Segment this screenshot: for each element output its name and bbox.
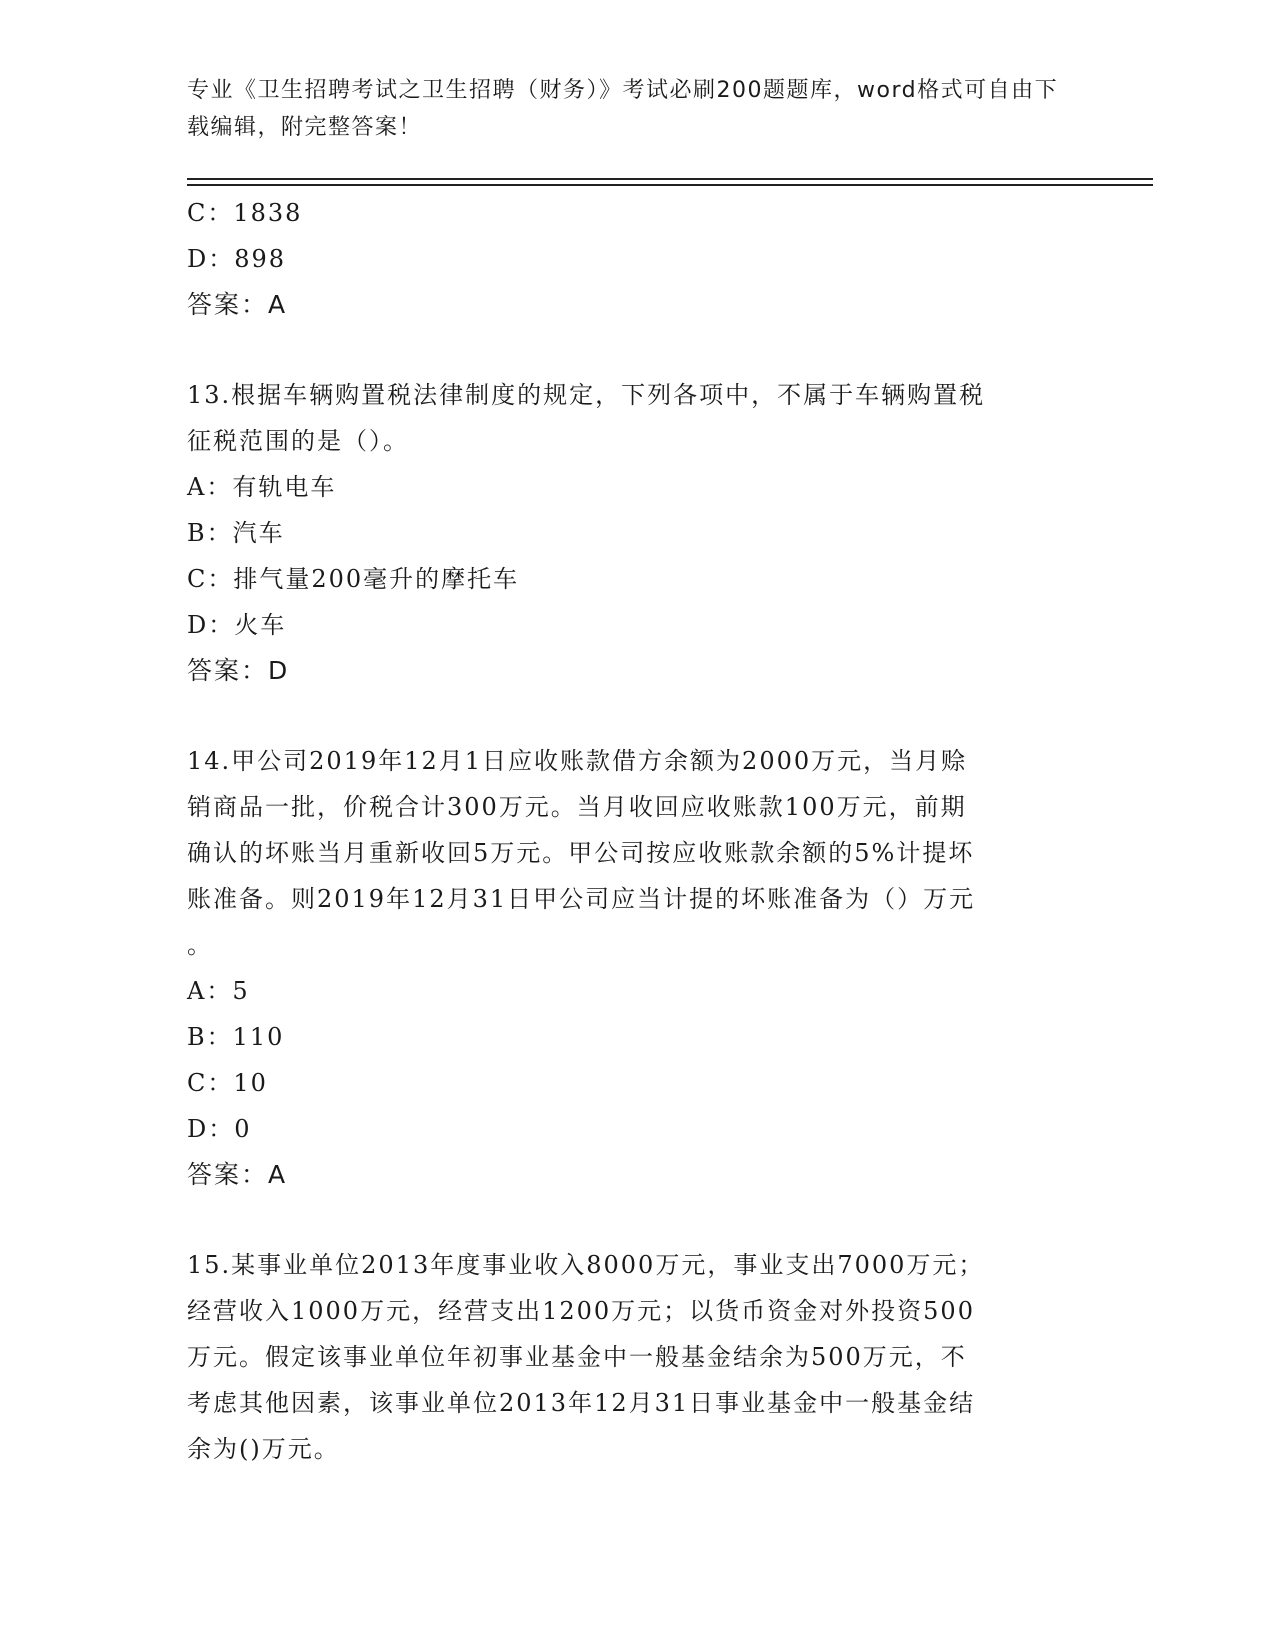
option-b: B：汽车 (187, 519, 285, 547)
question-stem-line: 销商品一批，价税合计300万元。当月收回应收账款100万元，前期 (187, 793, 967, 821)
question-stem-line: 万元。假定该事业单位年初事业基金中一般基金结余为500万元，不 (187, 1343, 967, 1371)
spacer (187, 328, 1087, 372)
option-d: D：898 (187, 245, 287, 273)
option-c: C：10 (187, 1069, 268, 1097)
question-stem-line: 确认的坏账当月重新收回5万元。甲公司按应收账款余额的5%计提坏 (187, 839, 975, 867)
question-stem-line: 征税范围的是（）。 (187, 427, 409, 455)
option-c: C：1838 (187, 199, 303, 227)
question-stem-line: 。 (187, 931, 213, 959)
question-stem-line: 经营收入1000万元，经营支出1200万元；以货币资金对外投资500 (187, 1297, 975, 1325)
question-stem-line: 账准备。则2019年12月31日甲公司应当计提的坏账准备为（）万元 (187, 885, 976, 913)
answer-line: 答案：A (187, 290, 288, 319)
spacer (187, 694, 1087, 738)
header-divider-top (187, 178, 1153, 180)
previous-question-tail (187, 190, 1087, 328)
option-a: A：有轨电车 (187, 473, 337, 501)
option-c: C：排气量200毫升的摩托车 (187, 565, 520, 593)
option-a: A：5 (187, 977, 250, 1005)
question-15 (187, 1242, 1087, 1472)
answer-line: 答案：D (187, 656, 290, 685)
answer-line: 答案：A (187, 1160, 288, 1189)
option-d: D：0 (187, 1115, 252, 1143)
header-divider-bottom (187, 184, 1153, 186)
question-stem-line: 考虑其他因素，该事业单位2013年12月31日事业基金中一般基金结 (187, 1389, 976, 1417)
question-stem-line: 15.某事业单位2013年度事业收入8000万元，事业支出7000万元； (187, 1251, 985, 1279)
question-stem-line: 13.根据车辆购置税法律制度的规定，下列各项中，不属于车辆购置税 (187, 381, 986, 409)
option-d: D：火车 (187, 611, 287, 639)
document-body (187, 190, 1087, 1472)
question-stem-line: 14.甲公司2019年12月1日应收账款借方余额为2000万元，当月赊 (187, 747, 968, 775)
question-stem-line: 余为()万元。 (187, 1435, 340, 1463)
option-b: B：110 (187, 1023, 285, 1051)
document-header: 专业《卫生招聘考试之卫生招聘（财务）》考试必刷200题题库，word格式可自由下载编辑，附完整答案！ (187, 78, 1059, 140)
question-13 (187, 372, 1087, 694)
question-14 (187, 738, 1087, 1198)
spacer (187, 1198, 1087, 1242)
